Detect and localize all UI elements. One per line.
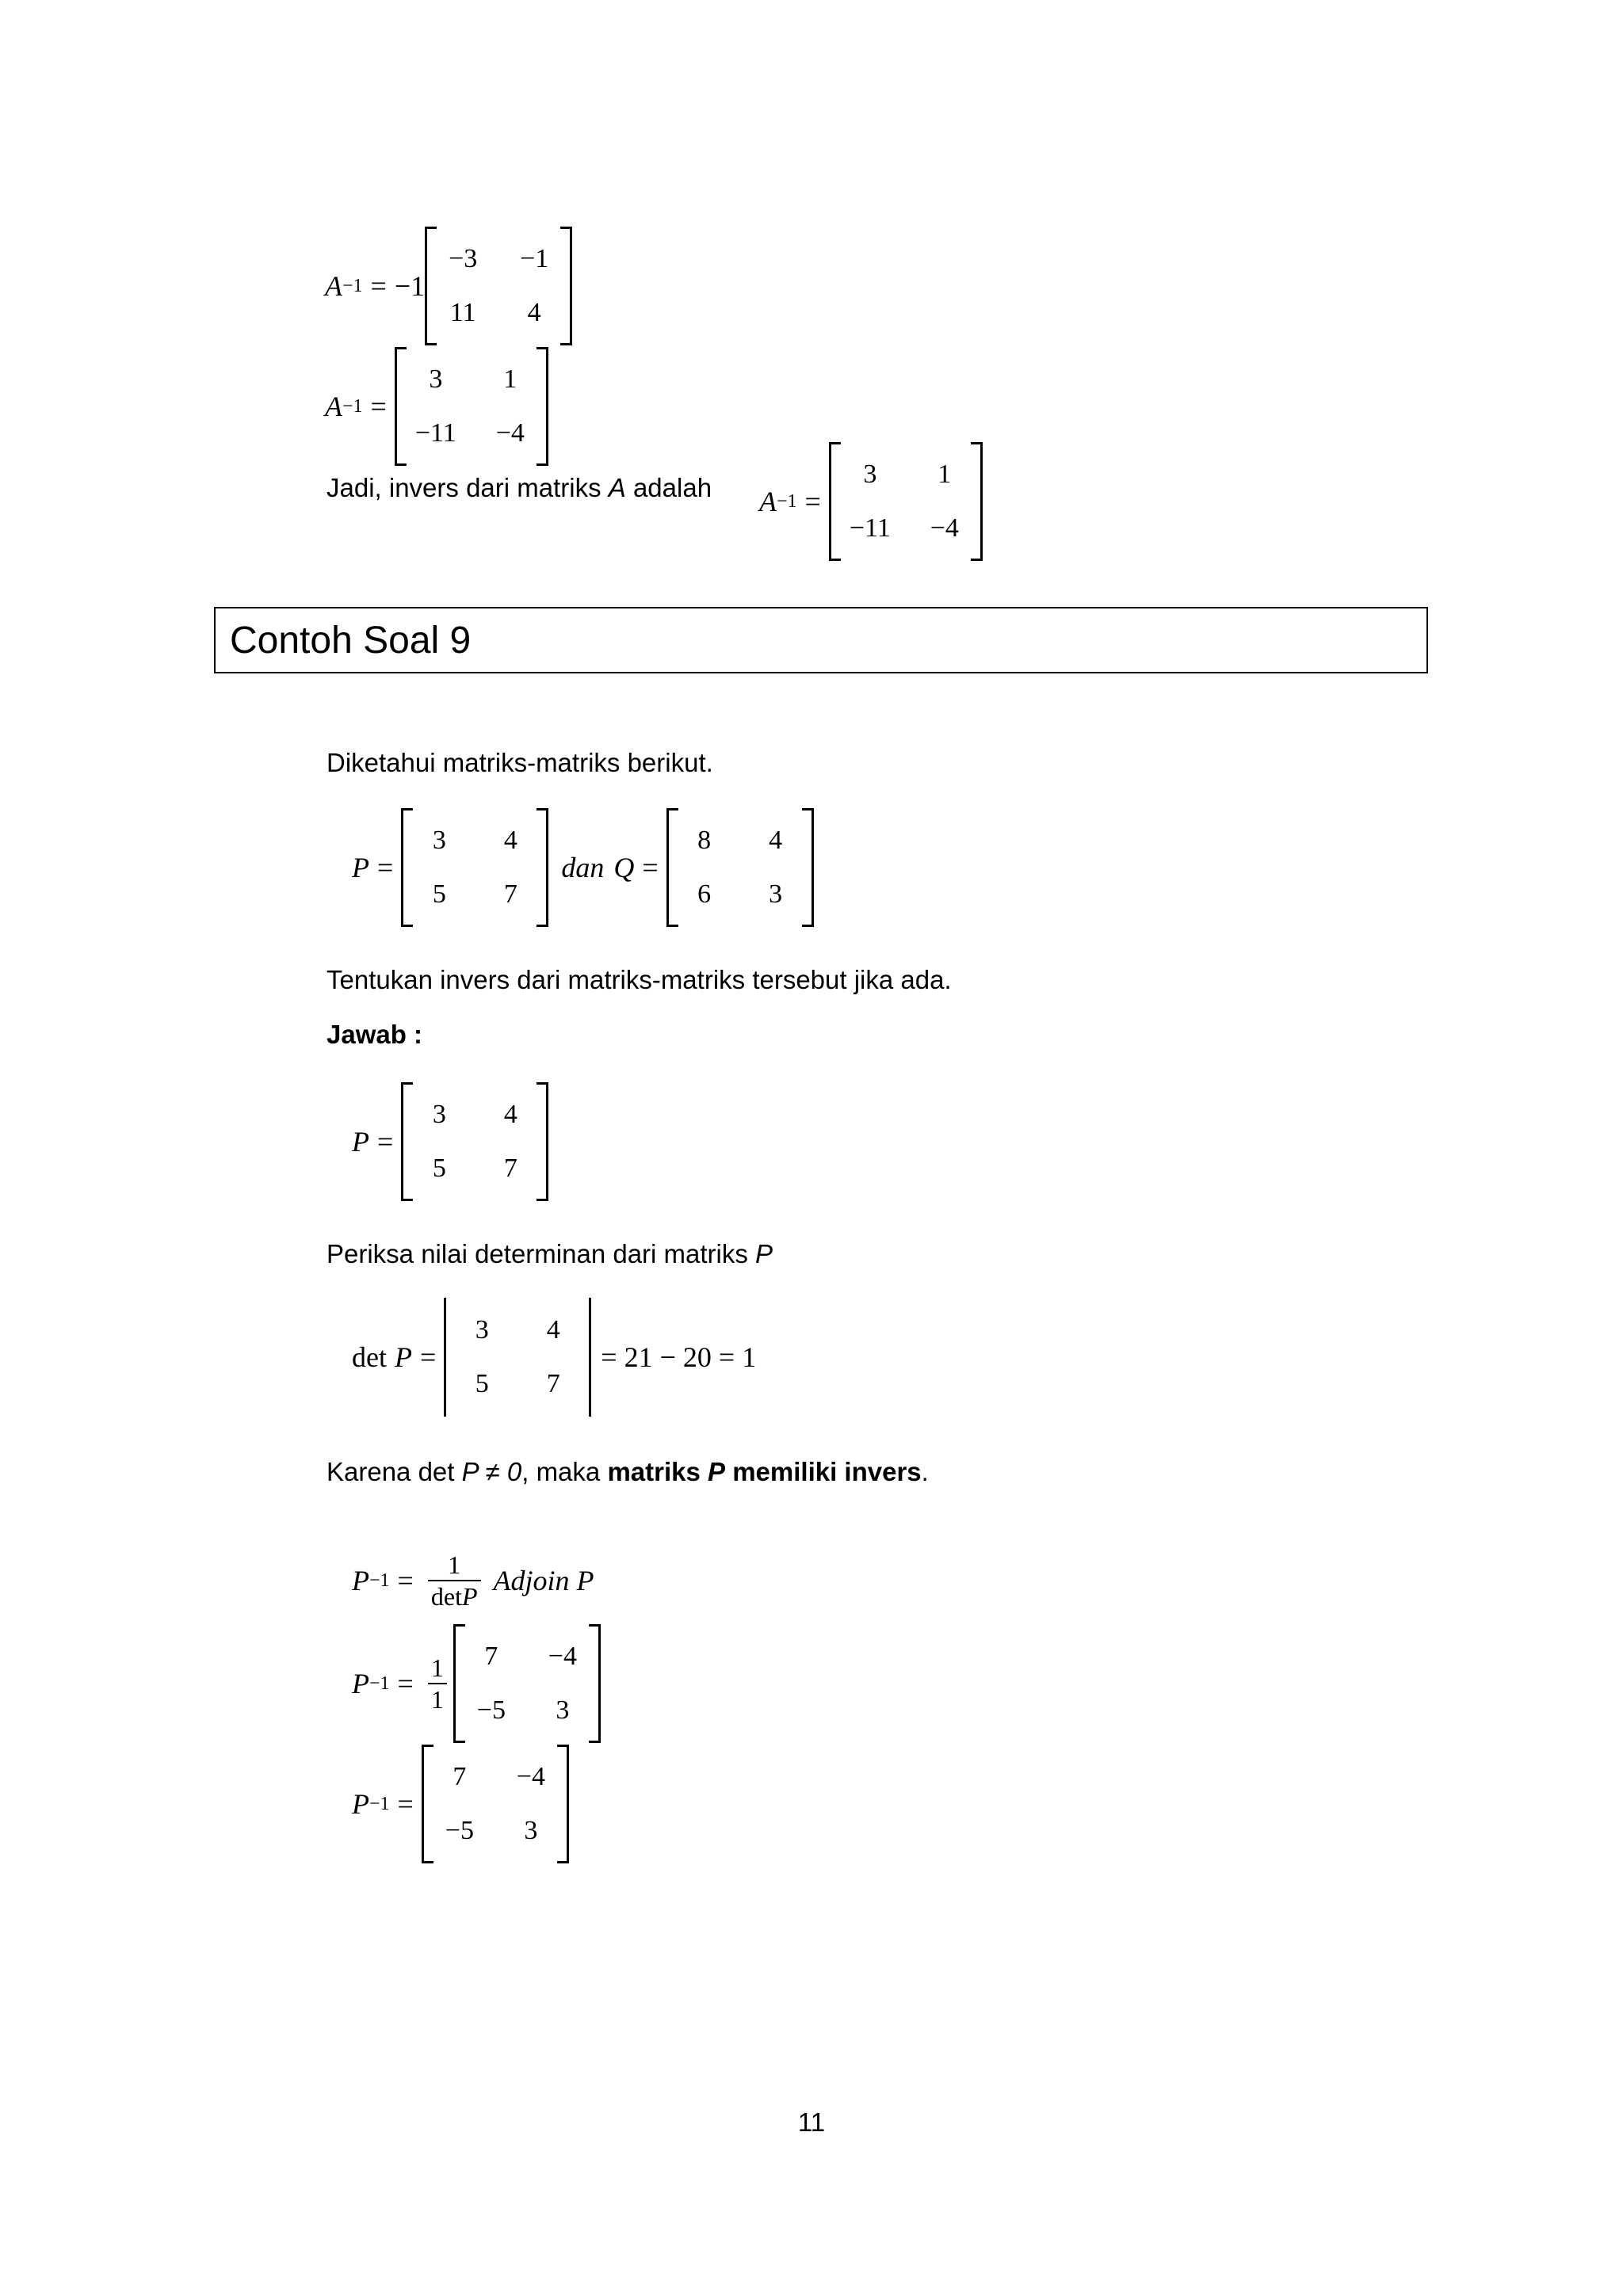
answer-label: Jawab : bbox=[327, 1020, 423, 1049]
text-span: , maka bbox=[521, 1457, 608, 1486]
matrix-cell: −4 bbox=[516, 1762, 545, 1791]
problem-question: Tentukan invers dari matriks-matriks tersebut jika ada. bbox=[327, 965, 952, 994]
equation-a-inverse-step bbox=[325, 227, 572, 345]
matrix-cell: 4 bbox=[769, 826, 783, 855]
exponent: −1 bbox=[369, 1569, 390, 1591]
equation-p-matrix bbox=[352, 1082, 548, 1201]
matrix-cell: 11 bbox=[449, 298, 476, 327]
equals-sign: = bbox=[377, 852, 394, 883]
determinant-check-text bbox=[327, 1238, 773, 1270]
variable-p: P bbox=[755, 1239, 773, 1268]
symbol-p: P bbox=[352, 1565, 369, 1596]
matrix-cell: 3 bbox=[863, 460, 877, 489]
symbol-a: A bbox=[325, 391, 342, 422]
matrix-cell: 3 bbox=[556, 1695, 570, 1725]
equals-sign: = bbox=[377, 1126, 394, 1158]
bold-text: memiliki invers bbox=[725, 1457, 922, 1486]
matrix-cell: 3 bbox=[429, 364, 443, 394]
matrix-cell: 7 bbox=[503, 1154, 517, 1183]
matrix-cell: 3 bbox=[432, 826, 446, 855]
matrix-cell: 3 bbox=[475, 1315, 489, 1344]
scalar-coefficient: −1 bbox=[394, 270, 426, 302]
not-equal-zero: ≠ 0 bbox=[478, 1457, 522, 1486]
matrix-cell: 1 bbox=[503, 364, 517, 394]
matrix-a-inverse-final bbox=[829, 442, 983, 561]
variable-p: P bbox=[461, 1582, 478, 1611]
exponent: −1 bbox=[369, 1793, 390, 1814]
equation-given-matrices bbox=[352, 808, 814, 927]
matrix-a-inverse bbox=[395, 347, 548, 466]
equation-inverse-result bbox=[352, 1745, 569, 1863]
matrix-p bbox=[401, 808, 548, 927]
exponent: −1 bbox=[369, 1672, 390, 1694]
variable-p: P bbox=[461, 1457, 479, 1486]
matrix-cell: −5 bbox=[476, 1695, 506, 1725]
symbol-p: P bbox=[352, 1788, 369, 1820]
equation-inverse-step bbox=[352, 1624, 601, 1743]
word-dan: dan bbox=[561, 852, 605, 883]
matrix-cell: 7 bbox=[546, 1369, 560, 1398]
matrix-cell: −3 bbox=[449, 244, 478, 273]
matrix-cell: 4 bbox=[503, 1100, 517, 1129]
fraction-one-over-det bbox=[428, 1550, 481, 1611]
equation-inverse-formula bbox=[352, 1550, 594, 1611]
matrix-cell: 6 bbox=[697, 879, 712, 909]
matrix-cell: 3 bbox=[432, 1100, 446, 1129]
text-span: Periksa nilai determinan dari matriks bbox=[327, 1239, 756, 1268]
matrix-cell: 1 bbox=[938, 460, 952, 489]
determinant-result: = 21 − 20 = 1 bbox=[601, 1341, 757, 1373]
equals-sign: = bbox=[419, 1341, 437, 1373]
equation-a-inverse-conclusion bbox=[759, 442, 983, 561]
matrix-cell: 3 bbox=[769, 879, 783, 909]
matrix-cell: −4 bbox=[495, 418, 525, 448]
matrix-cell: 7 bbox=[503, 879, 517, 909]
matrix-q bbox=[666, 808, 814, 927]
matrix-cell: −11 bbox=[414, 418, 456, 448]
section-heading: Contoh Soal 9 bbox=[230, 619, 472, 662]
matrix-cell: 4 bbox=[527, 298, 541, 327]
matrix-cell: 4 bbox=[503, 826, 517, 855]
conclusion-text bbox=[327, 472, 712, 504]
symbol-p: P bbox=[394, 1341, 412, 1373]
matrix-cell: 7 bbox=[453, 1762, 467, 1791]
matrix-adjoint-p bbox=[453, 1624, 601, 1743]
matrix-cell: −4 bbox=[548, 1642, 577, 1671]
matrix-cell: 8 bbox=[697, 826, 712, 855]
determinant-p bbox=[444, 1298, 591, 1417]
matrix-cell: −11 bbox=[849, 513, 891, 543]
matrix-p-inverse bbox=[422, 1745, 569, 1863]
exponent: −1 bbox=[342, 275, 363, 296]
determinant-conclusion bbox=[327, 1456, 929, 1488]
matrix-cell: −5 bbox=[445, 1816, 474, 1845]
symbol-q: Q bbox=[613, 852, 635, 883]
equals-sign: = bbox=[370, 270, 387, 302]
exponent: −1 bbox=[342, 395, 363, 417]
symbol-p: P bbox=[352, 1668, 369, 1699]
symbol-p: P bbox=[352, 852, 369, 883]
variable-a: A bbox=[608, 473, 626, 502]
section-heading-box bbox=[214, 607, 1428, 673]
matrix-a-adjoint bbox=[425, 227, 572, 345]
det-operator: det bbox=[352, 1341, 387, 1373]
det-operator: det bbox=[430, 1582, 462, 1611]
equation-determinant bbox=[352, 1298, 756, 1417]
equals-sign: = bbox=[642, 852, 659, 883]
equals-sign: = bbox=[397, 1668, 414, 1699]
equals-sign: = bbox=[397, 1565, 414, 1596]
page-number: 11 bbox=[797, 2107, 826, 2137]
equation-a-inverse-result bbox=[325, 347, 548, 466]
matrix-cell: −4 bbox=[930, 513, 959, 543]
equals-sign: = bbox=[804, 486, 821, 517]
symbol-a: A bbox=[325, 270, 342, 302]
text-span: Jadi, invers dari matriks bbox=[327, 473, 609, 502]
fraction-denominator bbox=[428, 1580, 481, 1611]
matrix-cell: 5 bbox=[432, 879, 446, 909]
matrix-cell: 5 bbox=[432, 1154, 446, 1183]
text-span: adalah bbox=[625, 473, 712, 502]
fraction-one-over-one bbox=[428, 1653, 447, 1714]
variable-p: P bbox=[708, 1457, 726, 1486]
matrix-cell: 5 bbox=[475, 1369, 489, 1398]
equals-sign: = bbox=[397, 1788, 414, 1820]
problem-intro: Diketahui matriks-matriks berikut. bbox=[327, 748, 713, 777]
fraction-numerator: 1 bbox=[430, 1653, 444, 1682]
text-span: . bbox=[921, 1457, 929, 1486]
adjoin-text: Adjoin P bbox=[493, 1565, 594, 1596]
bold-text: matriks bbox=[607, 1457, 708, 1486]
symbol-p: P bbox=[352, 1126, 369, 1158]
exponent: −1 bbox=[777, 490, 797, 512]
matrix-cell: −1 bbox=[520, 244, 549, 273]
fraction-numerator: 1 bbox=[448, 1550, 461, 1579]
equals-sign: = bbox=[370, 391, 387, 422]
symbol-a: A bbox=[759, 486, 777, 517]
matrix-cell: 4 bbox=[546, 1315, 560, 1344]
matrix-cell: 3 bbox=[524, 1816, 538, 1845]
fraction-denominator: 1 bbox=[428, 1683, 447, 1714]
matrix-p-answer bbox=[401, 1082, 548, 1201]
matrix-cell: 7 bbox=[484, 1642, 498, 1671]
text-span: Karena det bbox=[327, 1457, 462, 1486]
